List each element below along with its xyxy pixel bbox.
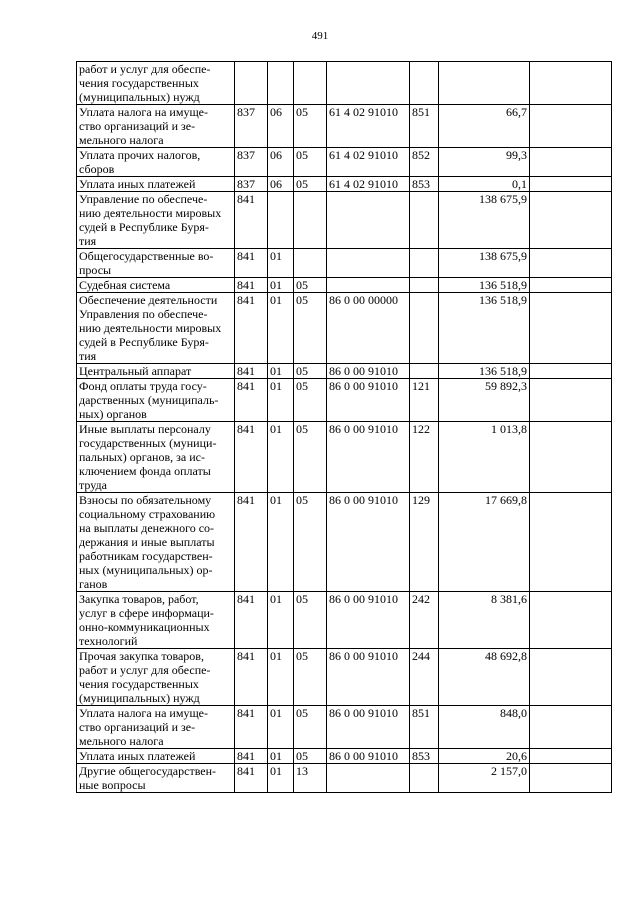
page-number: 491	[311, 30, 329, 42]
section-code-cell	[268, 62, 294, 105]
grbs-code-cell: 841	[235, 379, 268, 422]
expense-type-cell: 129	[410, 493, 439, 592]
table-row	[77, 249, 612, 278]
amount-cell: 0,1	[439, 177, 530, 192]
table-row	[77, 293, 612, 364]
subsection-code-cell: 05	[294, 592, 327, 649]
target-article-cell: 86 0 00 91010	[327, 493, 410, 592]
target-article-cell	[327, 278, 410, 293]
table-row	[77, 278, 612, 293]
empty-cell	[530, 592, 612, 649]
row-name-cell: Прочая закупка товаров, работ и услуг для обеспе- чения государственных (муниципальных) нужд	[77, 649, 235, 706]
empty-cell	[530, 62, 612, 105]
amount-cell: 8 381,6	[439, 592, 530, 649]
section-code-cell: 01	[268, 592, 294, 649]
table-row	[77, 493, 612, 592]
subsection-code-cell: 05	[294, 293, 327, 364]
subsection-code-cell: 05	[294, 379, 327, 422]
table-row	[77, 364, 612, 379]
subsection-code-cell	[294, 192, 327, 249]
empty-cell	[530, 379, 612, 422]
table-row	[77, 379, 612, 422]
table-row	[77, 62, 612, 105]
expense-type-cell: 242	[410, 592, 439, 649]
row-name-cell: Уплата налога на имуще- ство организаций и зе- мельного налога	[77, 706, 235, 749]
row-name-cell: Центральный аппарат	[77, 364, 235, 379]
expense-type-cell: 851	[410, 706, 439, 749]
row-name-cell: работ и услуг для обеспе- чения государственных (муниципальных) нужд	[77, 62, 235, 105]
empty-cell	[530, 278, 612, 293]
expense-type-cell: 852	[410, 148, 439, 177]
amount-cell: 1 013,8	[439, 422, 530, 493]
table-row	[77, 764, 612, 793]
row-name-cell: Уплата налога на имуще- ство организаций и зе- мельного налога	[77, 105, 235, 148]
target-article-cell: 86 0 00 91010	[327, 592, 410, 649]
empty-cell	[530, 148, 612, 177]
expense-type-cell: 853	[410, 749, 439, 764]
target-article-cell: 86 0 00 91010	[327, 749, 410, 764]
grbs-code-cell: 841	[235, 278, 268, 293]
amount-cell: 136 518,9	[439, 278, 530, 293]
section-code-cell: 01	[268, 249, 294, 278]
table-row	[77, 706, 612, 749]
amount-cell: 99,3	[439, 148, 530, 177]
amount-cell: 138 675,9	[439, 192, 530, 249]
section-code-cell: 06	[268, 105, 294, 148]
row-name-cell: Фонд оплаты труда госу- дарственных (муниципаль- ных) органов	[77, 379, 235, 422]
amount-cell: 848,0	[439, 706, 530, 749]
section-code-cell: 01	[268, 364, 294, 379]
target-article-cell	[327, 62, 410, 105]
expense-type-cell	[410, 192, 439, 249]
expense-type-cell	[410, 278, 439, 293]
grbs-code-cell: 841	[235, 192, 268, 249]
subsection-code-cell: 05	[294, 177, 327, 192]
table-row	[77, 592, 612, 649]
grbs-code-cell: 837	[235, 177, 268, 192]
empty-cell	[530, 293, 612, 364]
subsection-code-cell: 05	[294, 148, 327, 177]
expense-type-cell: 122	[410, 422, 439, 493]
target-article-cell	[327, 249, 410, 278]
empty-cell	[530, 422, 612, 493]
target-article-cell: 86 0 00 91010	[327, 379, 410, 422]
table-row	[77, 749, 612, 764]
subsection-code-cell: 05	[294, 364, 327, 379]
subsection-code-cell: 05	[294, 105, 327, 148]
amount-cell: 59 892,3	[439, 379, 530, 422]
section-code-cell: 01	[268, 293, 294, 364]
section-code-cell: 01	[268, 649, 294, 706]
table-row	[77, 422, 612, 493]
amount-cell: 17 669,8	[439, 493, 530, 592]
amount-cell: 48 692,8	[439, 649, 530, 706]
empty-cell	[530, 364, 612, 379]
grbs-code-cell: 841	[235, 493, 268, 592]
empty-cell	[530, 105, 612, 148]
grbs-code-cell	[235, 62, 268, 105]
section-code-cell: 01	[268, 706, 294, 749]
section-code-cell: 01	[268, 749, 294, 764]
grbs-code-cell: 841	[235, 649, 268, 706]
section-code-cell: 06	[268, 177, 294, 192]
grbs-code-cell: 841	[235, 764, 268, 793]
row-name-cell: Другие общегосударствен- ные вопросы	[77, 764, 235, 793]
subsection-code-cell: 13	[294, 764, 327, 793]
row-name-cell: Обеспечение деятельности Управления по обеспече- нию деятельности мировых судей в Республике Буря- тия	[77, 293, 235, 364]
amount-cell: 136 518,9	[439, 364, 530, 379]
row-name-cell: Уплата иных платежей	[77, 177, 235, 192]
target-article-cell: 86 0 00 91010	[327, 706, 410, 749]
target-article-cell	[327, 764, 410, 793]
target-article-cell: 86 0 00 00000	[327, 293, 410, 364]
budget-table	[76, 61, 612, 793]
grbs-code-cell: 841	[235, 364, 268, 379]
row-name-cell: Управление по обеспече- нию деятельности мировых судей в Республике Буря- тия	[77, 192, 235, 249]
target-article-cell: 61 4 02 91010	[327, 177, 410, 192]
expense-type-cell	[410, 364, 439, 379]
expense-type-cell: 244	[410, 649, 439, 706]
grbs-code-cell: 841	[235, 706, 268, 749]
empty-cell	[530, 249, 612, 278]
target-article-cell: 61 4 02 91010	[327, 105, 410, 148]
subsection-code-cell: 05	[294, 706, 327, 749]
section-code-cell: 01	[268, 379, 294, 422]
section-code-cell: 06	[268, 148, 294, 177]
expense-type-cell: 853	[410, 177, 439, 192]
target-article-cell	[327, 192, 410, 249]
grbs-code-cell: 841	[235, 592, 268, 649]
grbs-code-cell: 841	[235, 422, 268, 493]
subsection-code-cell: 05	[294, 749, 327, 764]
empty-cell	[530, 706, 612, 749]
amount-cell: 138 675,9	[439, 249, 530, 278]
subsection-code-cell: 05	[294, 493, 327, 592]
row-name-cell: Взносы по обязательному социальному страхованию на выплаты денежного со- держания и иные выплаты работникам государствен- ных (муниципальных) ор- ганов	[77, 493, 235, 592]
empty-cell	[530, 649, 612, 706]
row-name-cell: Закупка товаров, работ, услуг в сфере информаци- онно-коммуникационных технологий	[77, 592, 235, 649]
empty-cell	[530, 764, 612, 793]
section-code-cell: 01	[268, 493, 294, 592]
table-row	[77, 177, 612, 192]
grbs-code-cell: 837	[235, 148, 268, 177]
expense-type-cell: 851	[410, 105, 439, 148]
subsection-code-cell: 05	[294, 278, 327, 293]
subsection-code-cell: 05	[294, 649, 327, 706]
subsection-code-cell	[294, 249, 327, 278]
table-row	[77, 649, 612, 706]
grbs-code-cell: 841	[235, 249, 268, 278]
amount-cell: 2 157,0	[439, 764, 530, 793]
grbs-code-cell: 837	[235, 105, 268, 148]
target-article-cell: 61 4 02 91010	[327, 148, 410, 177]
expense-type-cell: 121	[410, 379, 439, 422]
amount-cell: 20,6	[439, 749, 530, 764]
row-name-cell: Уплата иных платежей	[77, 749, 235, 764]
amount-cell: 136 518,9	[439, 293, 530, 364]
section-code-cell	[268, 192, 294, 249]
section-code-cell: 01	[268, 422, 294, 493]
expense-type-cell	[410, 293, 439, 364]
grbs-code-cell: 841	[235, 293, 268, 364]
empty-cell	[530, 177, 612, 192]
target-article-cell: 86 0 00 91010	[327, 422, 410, 493]
section-code-cell: 01	[268, 764, 294, 793]
amount-cell	[439, 62, 530, 105]
expense-type-cell	[410, 62, 439, 105]
table-row	[77, 105, 612, 148]
empty-cell	[530, 192, 612, 249]
expense-type-cell	[410, 249, 439, 278]
grbs-code-cell: 841	[235, 749, 268, 764]
row-name-cell: Общегосударственные во- просы	[77, 249, 235, 278]
table-row	[77, 192, 612, 249]
table-row	[77, 148, 612, 177]
subsection-code-cell	[294, 62, 327, 105]
target-article-cell: 86 0 00 91010	[327, 364, 410, 379]
empty-cell	[530, 493, 612, 592]
expense-type-cell	[410, 764, 439, 793]
section-code-cell: 01	[268, 278, 294, 293]
amount-cell: 66,7	[439, 105, 530, 148]
subsection-code-cell: 05	[294, 422, 327, 493]
empty-cell	[530, 749, 612, 764]
row-name-cell: Иные выплаты персоналу государственных (муници- пальных) органов, за ис- ключением фонда оплаты труда	[77, 422, 235, 493]
target-article-cell: 86 0 00 91010	[327, 649, 410, 706]
row-name-cell: Судебная система	[77, 278, 235, 293]
row-name-cell: Уплата прочих налогов, сборов	[77, 148, 235, 177]
